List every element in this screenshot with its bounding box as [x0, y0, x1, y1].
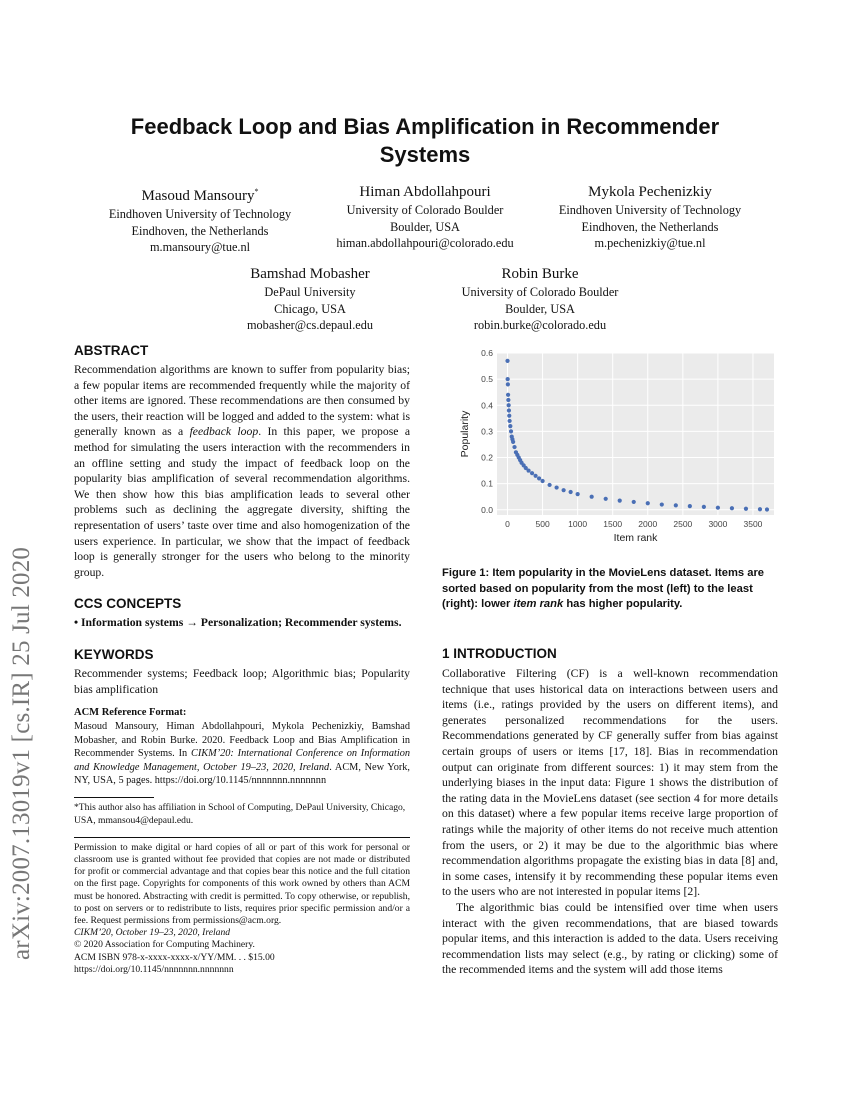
title-line-2: Systems: [379, 142, 471, 167]
data-point: [506, 377, 510, 381]
author-location: Eindhoven, the Netherlands: [131, 223, 269, 238]
caption-text: Figure 1: Item popularity in the MovieLens dataset. Items are sorted based on popularity from the most (left) to the least (right): lower: [442, 567, 765, 610]
caption-text: has higher popularity.: [563, 598, 683, 610]
title-line-1: Feedback Loop and Bias Amplification in Recommender: [130, 114, 720, 139]
author-email: himan.abdollahpouri@colorado.edu: [336, 236, 514, 250]
data-point: [530, 471, 534, 475]
left-column: [74, 343, 410, 976]
data-point: [526, 468, 530, 472]
copyright-line: © 2020 Association for Computing Machinery.: [74, 939, 255, 951]
author-affiliation: University of Colorado Boulder: [346, 203, 504, 217]
isbn-line: ACM ISBN 978-x-xxxx-xxxx-x/YY/MM. . . $15.00: [74, 951, 275, 963]
acm-ref-heading: ACM Reference Format:: [74, 707, 187, 719]
x-tick-label: 0: [505, 519, 510, 529]
author-email: robin.burke@colorado.edu: [473, 318, 607, 332]
author-footnote: *This author also has affiliation in School of Computing, DePaul University, Chicago, USA, mmansou4@depaul.edu.: [74, 802, 406, 826]
acm-ref-text: Masoud Mansoury, Himan Abdollahpouri, Mykola Pechenizkiy, Bamshad Mobasher, and Robin Burke. 2020. Feedback Loop and Bias Amplification in Recommender Systems. In: [74, 721, 410, 760]
y-tick-label: 0.5: [481, 374, 493, 385]
data-point: [562, 488, 566, 492]
data-point: [688, 504, 692, 508]
y-tick-label: 0.1: [481, 478, 493, 489]
data-point: [674, 503, 678, 507]
y-tick-label: 0.3: [481, 426, 493, 437]
x-tick-label: 2000: [638, 519, 658, 529]
data-point: [569, 490, 573, 494]
data-point: [730, 506, 734, 510]
plot-background: [497, 353, 774, 515]
author-name: Himan Abdollahpouri: [359, 184, 491, 200]
author-location: Eindhoven, the Netherlands: [581, 219, 719, 234]
abstract-text: [74, 362, 410, 580]
acm-reference: [74, 720, 410, 787]
author-affiliation: University of Colorado Boulder: [461, 285, 619, 299]
author-name: Bamshad Mobasher: [250, 266, 370, 282]
right-column: [442, 646, 778, 978]
data-point: [660, 502, 664, 506]
data-point: [555, 485, 559, 489]
abstract-emphasis: feedback loop: [189, 425, 259, 439]
data-point: [505, 359, 509, 363]
keywords-heading: KEYWORDS: [74, 646, 154, 662]
x-tick-label: 1000: [568, 519, 588, 529]
author-affiliation: Eindhoven University of Technology: [108, 207, 292, 221]
abstract-text-part: . In this paper, we propose a method for simulating the users interaction with the recommenders in an offline setting and study the impact of feedback loop on the popularity bias amplification of several recommendation algorithms. We then show how this bias amplification leads to several other problems such as declining the aggregate diversity, shifting the representation of users’ taste over time and also homogenization of the users experience. In particular, we show that the impact of feedback loop is generally stronger for the users who belong to the minority group.: [74, 425, 411, 579]
data-point: [604, 497, 608, 501]
data-point: [508, 419, 512, 423]
data-point: [506, 393, 510, 397]
data-point: [618, 499, 622, 503]
y-tick-label: 0.0: [481, 504, 493, 515]
author-email: m.pechenizkiy@tue.nl: [594, 236, 706, 250]
permission-notice: Permission to make digital or hard copies of all or part of this work for personal or classroom use is granted without fee provided that copies are not made or distributed for profit or commercial advantage and that copies bear this notice and the full citation on the first page. Copyrights for components of this work owned by others than ACM must be honored. Abstracting with credit is permitted. To copy otherwise, or republish, to post on servers or to redistribute to lists, requires prior specific permission and/or a fee. Request permissions from permissions@acm.org.: [74, 841, 410, 926]
author-location: Boulder, USA: [390, 219, 460, 234]
y-tick-label: 0.4: [481, 400, 493, 411]
x-tick-label: 3000: [708, 519, 728, 529]
acm-ref-text: . ACM, New York, NY, USA, 5 pages. https://doi.org/10.1145/nnnnnnn.nnnnnnn: [74, 761, 410, 786]
acm-ref-venue: CIKM’20: International Conference on Information and Knowledge Management, October 19–23, 2020, Ireland: [74, 748, 410, 773]
figure-1: [442, 345, 782, 560]
data-point: [744, 507, 748, 511]
author-block: [520, 182, 780, 252]
x-tick-label: 500: [535, 519, 550, 529]
data-point: [646, 501, 650, 505]
data-point: [765, 507, 769, 511]
intro-paragraph-2: The algorithmic bias could be intensified over time when users interact with the given recommendations, that are biased towards popular items, and this interaction is added to the data. Users receiving recommendation lists may select (e.g., by rating or clicking) some of the recommended items and the system will add those items: [442, 900, 778, 977]
abstract-text-part: Recommendation algorithms are known to suffer from popularity bias; a few popular items are recommended frequently while the majority of other items are ignored. These recommendations are then consumed by the users, their reaction will be logged and added to the system: what is generally known as a: [74, 363, 410, 439]
data-point: [547, 483, 551, 487]
popularity-scatter-chart: [442, 345, 782, 560]
x-tick-label: 1500: [603, 519, 623, 529]
author-name: Robin Burke: [501, 266, 579, 282]
y-tick-label: 0.6: [481, 348, 493, 358]
author-footnote-mark: *: [254, 187, 259, 196]
data-point: [506, 382, 510, 386]
y-tick-label: 0.2: [481, 452, 493, 463]
data-point: [506, 398, 510, 402]
data-point: [576, 492, 580, 496]
abstract-heading: ABSTRACT: [74, 343, 149, 358]
data-point: [511, 440, 515, 444]
data-point: [533, 474, 537, 478]
keywords-text: Recommender systems; Feedback loop; Algorithmic bias; Popularity bias amplification: [74, 666, 410, 696]
ccs-concepts: • Information systems → Personalization; Recommender systems.: [74, 616, 402, 630]
author-location: Boulder, USA: [505, 301, 575, 316]
author-name: Masoud Mansoury: [141, 188, 255, 204]
data-point: [590, 495, 594, 499]
conference-line: CIKM’20, October 19–23, 2020, Ireland: [74, 927, 231, 939]
intro-paragraph-1: Collaborative Filtering (CF) is a well-known recommendation technique that uses historical data on interactions between users and items (i.e., ratings provided by the users on different items), and generates personalized recommendations for the users. Recommendations generated by CF generally suffer from bias against certain groups of users or items [17, 18]. Bias in recommendation output can originate from different sources: 1) it may stem from the underlying biases in the input data: Figure 1 shows the distribution of the rating data in the MovieLens dataset (see section 4 for more details on this dataset) where a few popular items receive large proportion of ratings while the majority of other items do not receive much attention from the users, or 2) it may be due to the algorithmic bias where recommendation algorithms propagate the existing bias in data [8] and, in some cases, intensify it by recommending these popular items even to the users who are not interested in popular items [2].: [442, 667, 778, 899]
arxiv-identifier: arXiv:2007.13019v1 [cs.IR] 25 Jul 2020: [8, 546, 35, 960]
author-block: [430, 264, 650, 334]
data-point: [509, 429, 513, 433]
y-axis-label: Popularity: [459, 410, 471, 458]
data-point: [702, 505, 706, 509]
author-block: [300, 182, 550, 252]
x-tick-label: 2500: [673, 519, 693, 529]
data-point: [512, 445, 516, 449]
x-tick-label: 3500: [743, 519, 763, 529]
data-point: [507, 408, 511, 412]
data-point: [508, 424, 512, 428]
data-point: [537, 476, 541, 480]
author-name: Mykola Pechenizkiy: [588, 184, 712, 200]
paper-title: [60, 113, 790, 169]
footnote-rule: [74, 797, 154, 798]
author-email: m.mansoury@tue.nl: [149, 240, 251, 254]
author-location: Chicago, USA: [274, 301, 346, 316]
data-point: [716, 506, 720, 510]
author-block: [70, 182, 330, 256]
caption-emphasis: item rank: [513, 598, 564, 610]
data-point: [540, 479, 544, 483]
data-point: [758, 507, 762, 511]
permission-rule: [74, 837, 410, 838]
author-block: [200, 264, 420, 334]
data-point: [632, 500, 636, 504]
author-affiliation: DePaul University: [264, 285, 356, 299]
x-axis-label: Item rank: [613, 532, 658, 544]
author-email: mobasher@cs.depaul.edu: [246, 318, 374, 332]
data-point: [507, 414, 511, 418]
doi-line: https://doi.org/10.1145/nnnnnnn.nnnnnnn: [74, 963, 234, 975]
intro-heading: 1 INTRODUCTION: [442, 646, 557, 661]
ccs-heading: CCS CONCEPTS: [74, 596, 182, 612]
author-affiliation: Eindhoven University of Technology: [558, 203, 742, 217]
data-point: [507, 403, 511, 407]
figure-1-caption: [442, 566, 778, 613]
